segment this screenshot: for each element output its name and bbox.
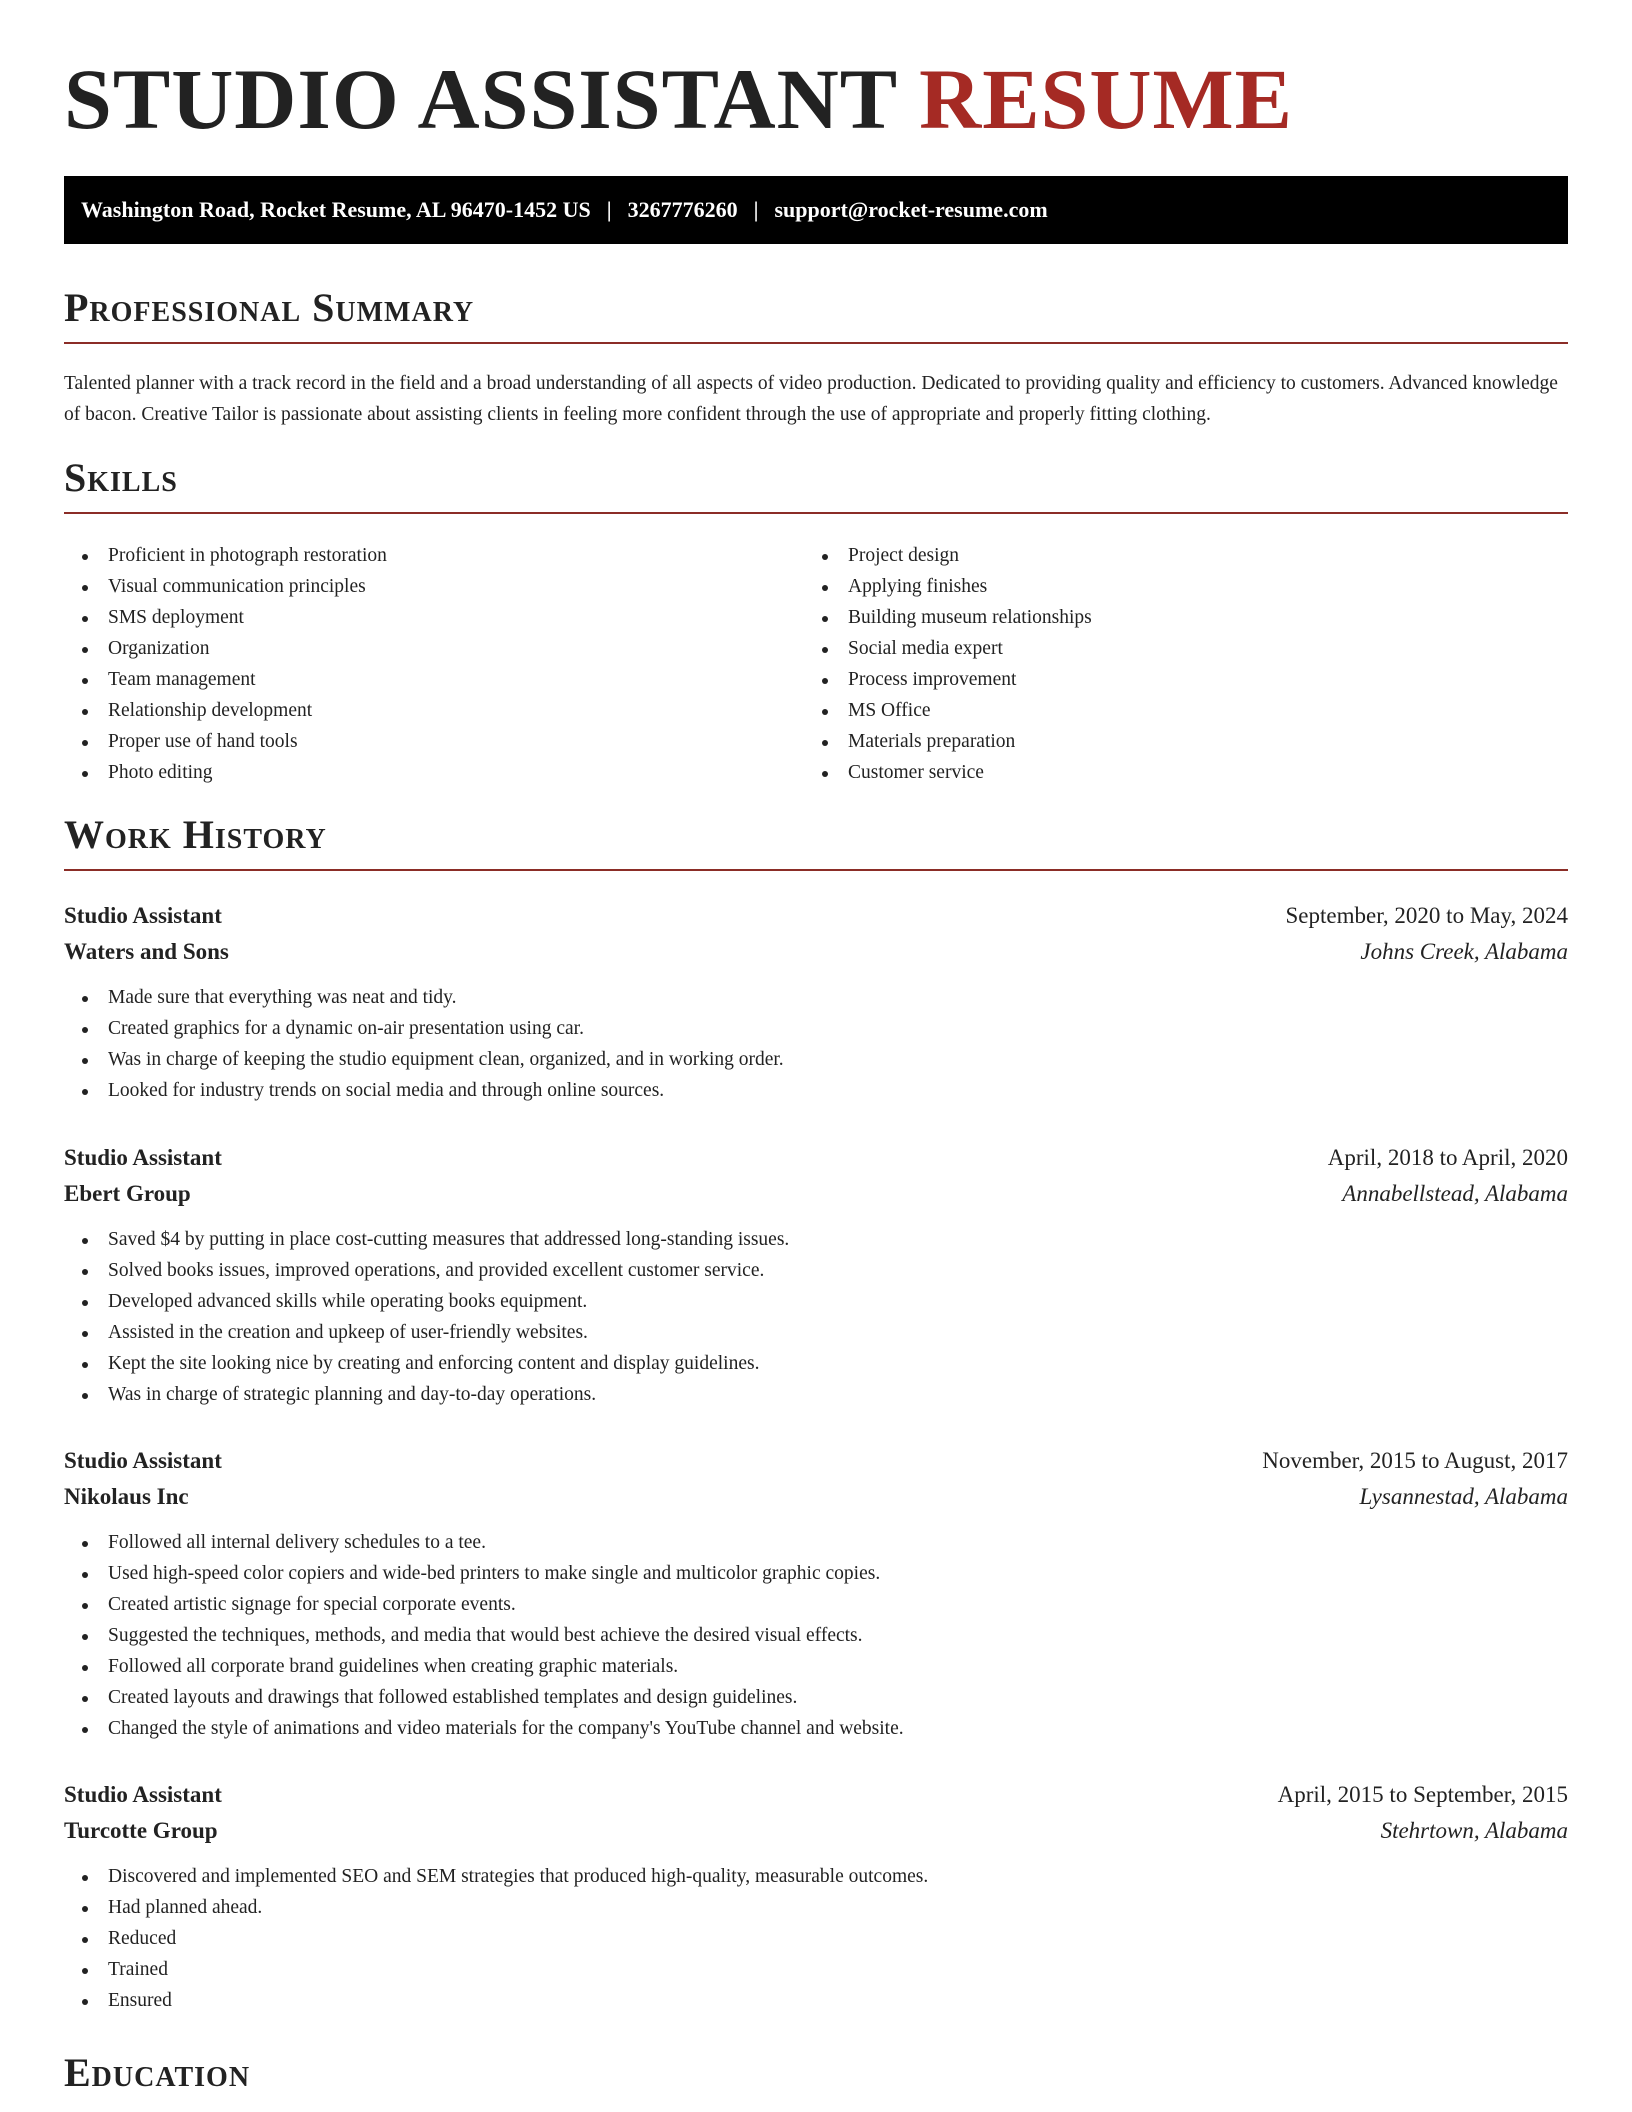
job-bullet: Followed all internal delivery schedules to a tee. <box>64 1527 1568 1558</box>
skill-item: Building museum relationships <box>804 602 1092 633</box>
job-location: Johns Creek, Alabama <box>1360 939 1568 964</box>
contact-separator: | <box>606 197 612 222</box>
section-heading-work: Work History <box>64 815 1568 871</box>
contact-phone: 3267776260 <box>627 197 738 222</box>
job-bullet: Changed the style of animations and video materials for the company's YouTube channel and website. <box>64 1713 1568 1744</box>
skill-item: MS Office <box>804 695 1092 726</box>
skill-item: Visual communication principles <box>64 571 387 602</box>
section-heading-education: Education <box>64 2050 251 2095</box>
job-location: Lysannestad, Alabama <box>1359 1484 1568 1509</box>
job-bullet: Looked for industry trends on social media and through online sources. <box>64 1075 1568 1106</box>
contact-bar <box>64 176 1568 244</box>
job-bullet: Suggested the techniques, methods, and media that would best achieve the desired visual effects. <box>64 1620 1568 1651</box>
job-dates: September, 2020 to May, 2024 <box>1285 903 1568 928</box>
job-entry <box>64 1140 1568 1410</box>
job-bullet: Was in charge of keeping the studio equipment clean, organized, and in working order. <box>64 1044 1568 1075</box>
job-bullet: Developed advanced skills while operating books equipment. <box>64 1286 1568 1317</box>
skill-item: Organization <box>64 633 387 664</box>
skill-item: Photo editing <box>64 757 387 788</box>
job-title: Studio Assistant <box>64 1448 222 1473</box>
contact-address: Washington Road, Rocket Resume, AL 96470-1452 US <box>81 197 591 222</box>
job-bullet: Created graphics for a dynamic on-air presentation using car. <box>64 1013 1568 1044</box>
skill-item: SMS deployment <box>64 602 387 633</box>
job-dates: April, 2015 to September, 2015 <box>1277 1782 1568 1807</box>
job-title: Studio Assistant <box>64 1782 222 1807</box>
job-location: Annabellstead, Alabama <box>1342 1181 1568 1206</box>
contact-separator: | <box>753 197 759 222</box>
job-company: Waters and Sons <box>64 939 229 964</box>
job-bullet: Solved books issues, improved operations, and provided excellent customer service. <box>64 1255 1568 1286</box>
job-dates: November, 2015 to August, 2017 <box>1262 1448 1568 1473</box>
job-bullet: Saved $4 by putting in place cost-cutting measures that addressed long-standing issues. <box>64 1224 1568 1255</box>
skill-item: Customer service <box>804 757 1092 788</box>
contact-email: support@rocket-resume.com <box>774 197 1048 222</box>
job-entry <box>64 898 1568 1106</box>
job-bullets <box>64 982 1568 1106</box>
job-bullet: Created layouts and drawings that followed established templates and design guidelines. <box>64 1682 1568 1713</box>
job-location: Stehrtown, Alabama <box>1380 1818 1568 1843</box>
job-bullet: Was in charge of strategic planning and day-to-day operations. <box>64 1379 1568 1410</box>
job-company: Turcotte Group <box>64 1818 218 1843</box>
job-entry <box>64 1777 1568 2016</box>
skills-list-right <box>804 540 1092 788</box>
skill-item: Social media expert <box>804 633 1092 664</box>
job-entry <box>64 1443 1568 1744</box>
skill-item: Materials preparation <box>804 726 1092 757</box>
skill-item: Process improvement <box>804 664 1092 695</box>
job-bullets <box>64 1861 1568 2016</box>
section-heading-summary: Professional Summary <box>64 288 1568 344</box>
section-heading-skills: Skills <box>64 458 1568 514</box>
job-bullet: Made sure that everything was neat and tidy. <box>64 982 1568 1013</box>
skill-item: Relationship development <box>64 695 387 726</box>
skill-item: Team management <box>64 664 387 695</box>
summary-text: Talented planner with a track record in the field and a broad understanding of all aspects of video production. Dedicated to providing quality and efficiency to customers. Advanced knowledge of bacon. Creative Tailor is passionate about assisting clients in feeling more confident through the use of appropriate and properly fitting clothing. <box>64 373 1558 425</box>
job-bullet: Ensured <box>64 1985 1568 2016</box>
job-company: Ebert Group <box>64 1181 191 1206</box>
job-bullet: Trained <box>64 1954 1568 1985</box>
job-title: Studio Assistant <box>64 903 222 928</box>
job-bullet: Kept the site looking nice by creating and enforcing content and display guidelines. <box>64 1348 1568 1379</box>
skills-list-left <box>64 540 387 788</box>
job-bullet: Reduced <box>64 1923 1568 1954</box>
job-bullets <box>64 1527 1568 1744</box>
job-bullets <box>64 1224 1568 1410</box>
job-bullet: Followed all corporate brand guidelines when creating graphic materials. <box>64 1651 1568 1682</box>
skill-item: Applying finishes <box>804 571 1092 602</box>
skill-item: Proficient in photograph restoration <box>64 540 387 571</box>
job-bullet: Created artistic signage for special corporate events. <box>64 1589 1568 1620</box>
title-main: STUDIO ASSISTANT <box>64 51 897 147</box>
job-bullet: Used high-speed color copiers and wide-bed printers to make single and multicolor graphic copies. <box>64 1558 1568 1589</box>
job-bullet: Discovered and implemented SEO and SEM strategies that produced high-quality, measurable outcomes. <box>64 1861 1568 1892</box>
resume-title <box>64 52 1293 147</box>
title-accent: RESUME <box>919 51 1294 147</box>
job-dates: April, 2018 to April, 2020 <box>1327 1145 1568 1170</box>
skill-item: Project design <box>804 540 1092 571</box>
job-company: Nikolaus Inc <box>64 1484 189 1509</box>
skill-item: Proper use of hand tools <box>64 726 387 757</box>
job-title: Studio Assistant <box>64 1145 222 1170</box>
job-bullet: Assisted in the creation and upkeep of user-friendly websites. <box>64 1317 1568 1348</box>
job-bullet: Had planned ahead. <box>64 1892 1568 1923</box>
